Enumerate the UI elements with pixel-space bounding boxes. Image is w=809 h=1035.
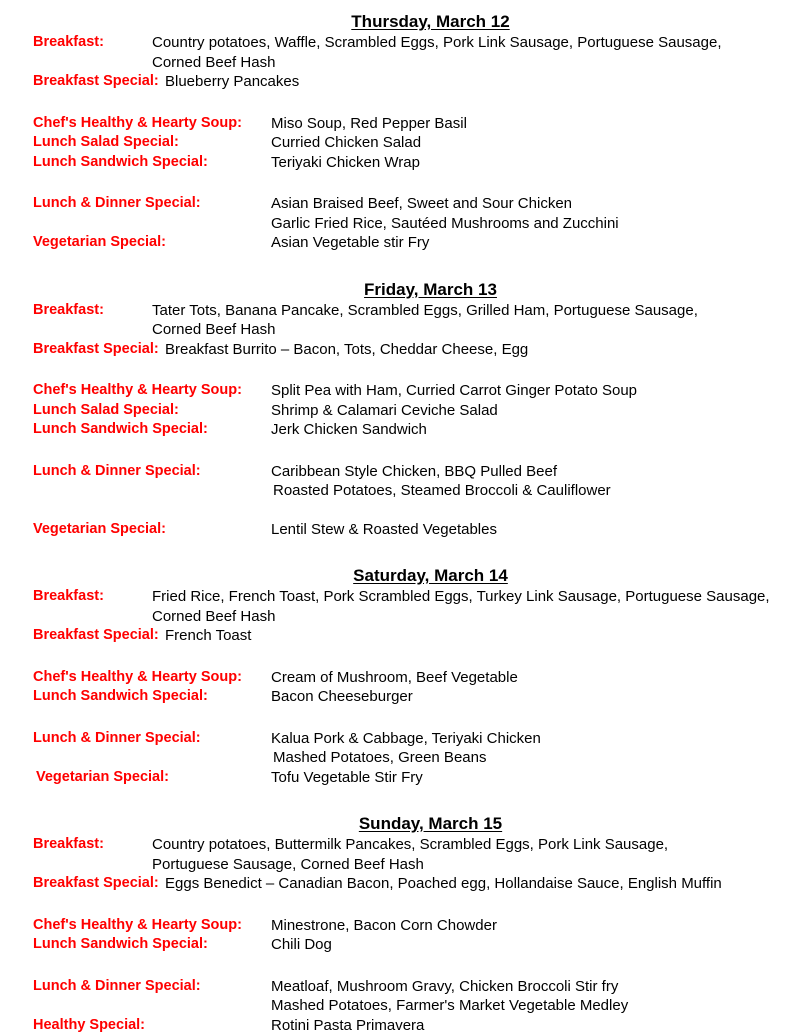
- row-soup: [0, 916, 809, 936]
- label-breakfast: Breakfast:: [0, 33, 152, 53]
- value-lunch-salad: Curried Chicken Salad: [271, 133, 809, 153]
- value-breakfast-special: French Toast: [165, 626, 809, 646]
- label-soup: Chef's Healthy & Hearty Soup:: [0, 114, 271, 134]
- row-breakfast: [0, 835, 809, 874]
- row-vegetarian: [0, 233, 809, 253]
- label-lunch-sandwich: Lunch Sandwich Special:: [0, 687, 271, 707]
- value-line: Corned Beef Hash: [152, 53, 809, 73]
- value-line: Roasted Potatoes, Steamed Broccoli & Cauliflower: [271, 481, 809, 501]
- row-healthy-special: [0, 1016, 809, 1035]
- row-vegetarian: [0, 520, 809, 540]
- value-lunch-sandwich: Chili Dog: [271, 935, 809, 955]
- value-breakfast: [152, 33, 809, 72]
- day-section-sunday: [0, 813, 809, 1035]
- label-lunch-sandwich: Lunch Sandwich Special:: [0, 153, 271, 173]
- row-lunch-sandwich: [0, 420, 809, 440]
- label-vegetarian: Vegetarian Special:: [0, 233, 271, 253]
- day-heading-friday: [0, 279, 809, 301]
- value-lunch-sandwich: Bacon Cheeseburger: [271, 687, 809, 707]
- value-soup: Miso Soup, Red Pepper Basil: [271, 114, 809, 134]
- value-soup: Minestrone, Bacon Corn Chowder: [271, 916, 809, 936]
- row-breakfast-special: [0, 874, 809, 894]
- value-line: Corned Beef Hash: [152, 320, 809, 340]
- day-section-thursday: [0, 11, 809, 253]
- row-lunch-sandwich: [0, 935, 809, 955]
- day-section-friday: [0, 279, 809, 540]
- section-gap: [0, 894, 809, 916]
- value-vegetarian: Lentil Stew & Roasted Vegetables: [271, 520, 809, 540]
- row-breakfast: [0, 301, 809, 340]
- section-gap: [0, 646, 809, 668]
- section-gap: [0, 707, 809, 729]
- value-lunch-salad: Shrimp & Calamari Ceviche Salad: [271, 401, 809, 421]
- day-heading-saturday: [0, 565, 809, 587]
- day-heading-text: Sunday, March 15: [359, 814, 502, 833]
- label-lunch-sandwich: Lunch Sandwich Special:: [0, 935, 271, 955]
- label-soup: Chef's Healthy & Hearty Soup:: [0, 668, 271, 688]
- day-heading-text: Thursday, March 12: [351, 12, 509, 31]
- value-breakfast-special: Eggs Benedict – Canadian Bacon, Poached egg, Hollandaise Sauce, English Muffin: [165, 874, 809, 894]
- day-gap: [0, 253, 809, 279]
- value-line: Fried Rice, French Toast, Pork Scrambled Eggs, Turkey Link Sausage, Portuguese Sausage,: [152, 587, 809, 607]
- value-breakfast-special: Breakfast Burrito – Bacon, Tots, Cheddar Cheese, Egg: [165, 340, 809, 360]
- value-line: Kalua Pork & Cabbage, Teriyaki Chicken: [271, 729, 809, 749]
- value-breakfast: [152, 587, 809, 626]
- day-gap: [0, 539, 809, 565]
- row-lunch-sandwich: [0, 687, 809, 707]
- value-line: Caribbean Style Chicken, BBQ Pulled Beef: [271, 462, 809, 482]
- value-line: Mashed Potatoes, Farmer's Market Vegetable Medley: [271, 996, 809, 1016]
- row-breakfast-special: [0, 626, 809, 646]
- day-heading-text: Saturday, March 14: [353, 566, 508, 585]
- day-section-saturday: [0, 565, 809, 787]
- label-lunch-salad: Lunch Salad Special:: [0, 133, 271, 153]
- row-lunch-dinner: [0, 194, 809, 233]
- value-lunch-dinner: [271, 977, 809, 1016]
- value-lunch-sandwich: Jerk Chicken Sandwich: [271, 420, 809, 440]
- label-soup: Chef's Healthy & Hearty Soup:: [0, 381, 271, 401]
- value-vegetarian: Tofu Vegetable Stir Fry: [271, 768, 809, 788]
- label-lunch-dinner: Lunch & Dinner Special:: [0, 462, 271, 482]
- value-line: Mashed Potatoes, Green Beans: [271, 748, 809, 768]
- value-healthy-special: Rotini Pasta Primavera: [271, 1016, 809, 1035]
- row-breakfast: [0, 33, 809, 72]
- label-soup: Chef's Healthy & Hearty Soup:: [0, 916, 271, 936]
- row-lunch-dinner: [0, 977, 809, 1016]
- label-lunch-dinner: Lunch & Dinner Special:: [0, 194, 271, 214]
- value-vegetarian: Asian Vegetable stir Fry: [271, 233, 809, 253]
- section-gap: [0, 955, 809, 977]
- label-vegetarian: Vegetarian Special:: [0, 520, 271, 540]
- row-vegetarian: [0, 768, 809, 788]
- label-breakfast: Breakfast:: [0, 301, 152, 321]
- day-gap: [0, 787, 809, 813]
- value-line: Meatloaf, Mushroom Gravy, Chicken Broccoli Stir fry: [271, 977, 809, 997]
- label-lunch-dinner: Lunch & Dinner Special:: [0, 729, 271, 749]
- label-breakfast-special: Breakfast Special:: [0, 874, 165, 894]
- section-gap: [0, 501, 809, 520]
- row-lunch-dinner: [0, 462, 809, 501]
- top-spacer: [0, 0, 809, 11]
- label-vegetarian: Vegetarian Special:: [0, 768, 271, 788]
- label-breakfast-special: Breakfast Special:: [0, 340, 165, 360]
- row-lunch-dinner: [0, 729, 809, 768]
- value-line: Tater Tots, Banana Pancake, Scrambled Eggs, Grilled Ham, Portuguese Sausage,: [152, 301, 809, 321]
- value-breakfast-special: Blueberry Pancakes: [165, 72, 809, 92]
- value-line: Country potatoes, Buttermilk Pancakes, Scrambled Eggs, Pork Link Sausage,: [152, 835, 809, 855]
- value-line: Country potatoes, Waffle, Scrambled Eggs, Pork Link Sausage, Portuguese Sausage,: [152, 33, 809, 53]
- day-heading-text: Friday, March 13: [364, 280, 497, 299]
- value-soup: Split Pea with Ham, Curried Carrot Ginger Potato Soup: [271, 381, 809, 401]
- row-lunch-salad: [0, 133, 809, 153]
- section-gap: [0, 359, 809, 381]
- value-lunch-sandwich: Teriyaki Chicken Wrap: [271, 153, 809, 173]
- row-soup: [0, 668, 809, 688]
- value-breakfast: [152, 301, 809, 340]
- label-breakfast: Breakfast:: [0, 835, 152, 855]
- row-lunch-salad: [0, 401, 809, 421]
- row-soup: [0, 381, 809, 401]
- value-lunch-dinner: [271, 194, 809, 233]
- value-lunch-dinner: [271, 462, 809, 501]
- label-lunch-dinner: Lunch & Dinner Special:: [0, 977, 271, 997]
- label-breakfast-special: Breakfast Special:: [0, 626, 165, 646]
- value-soup: Cream of Mushroom, Beef Vegetable: [271, 668, 809, 688]
- value-breakfast: [152, 835, 809, 874]
- value-lunch-dinner: [271, 729, 809, 768]
- row-lunch-sandwich: [0, 153, 809, 173]
- value-line: Asian Braised Beef, Sweet and Sour Chicken: [271, 194, 809, 214]
- label-breakfast: Breakfast:: [0, 587, 152, 607]
- value-line: Portuguese Sausage, Corned Beef Hash: [152, 855, 809, 875]
- day-heading-thursday: [0, 11, 809, 33]
- row-breakfast-special: [0, 72, 809, 92]
- row-soup: [0, 114, 809, 134]
- day-heading-sunday: [0, 813, 809, 835]
- section-gap: [0, 172, 809, 194]
- label-breakfast-special: Breakfast Special:: [0, 72, 165, 92]
- label-lunch-salad: Lunch Salad Special:: [0, 401, 271, 421]
- section-gap: [0, 440, 809, 462]
- row-breakfast-special: [0, 340, 809, 360]
- value-line: Garlic Fried Rice, Sautéed Mushrooms and Zucchini: [271, 214, 809, 234]
- section-gap: [0, 92, 809, 114]
- row-breakfast: [0, 587, 809, 626]
- value-line: Corned Beef Hash: [152, 607, 809, 627]
- label-healthy-special: Healthy Special:: [0, 1016, 271, 1035]
- label-lunch-sandwich: Lunch Sandwich Special:: [0, 420, 271, 440]
